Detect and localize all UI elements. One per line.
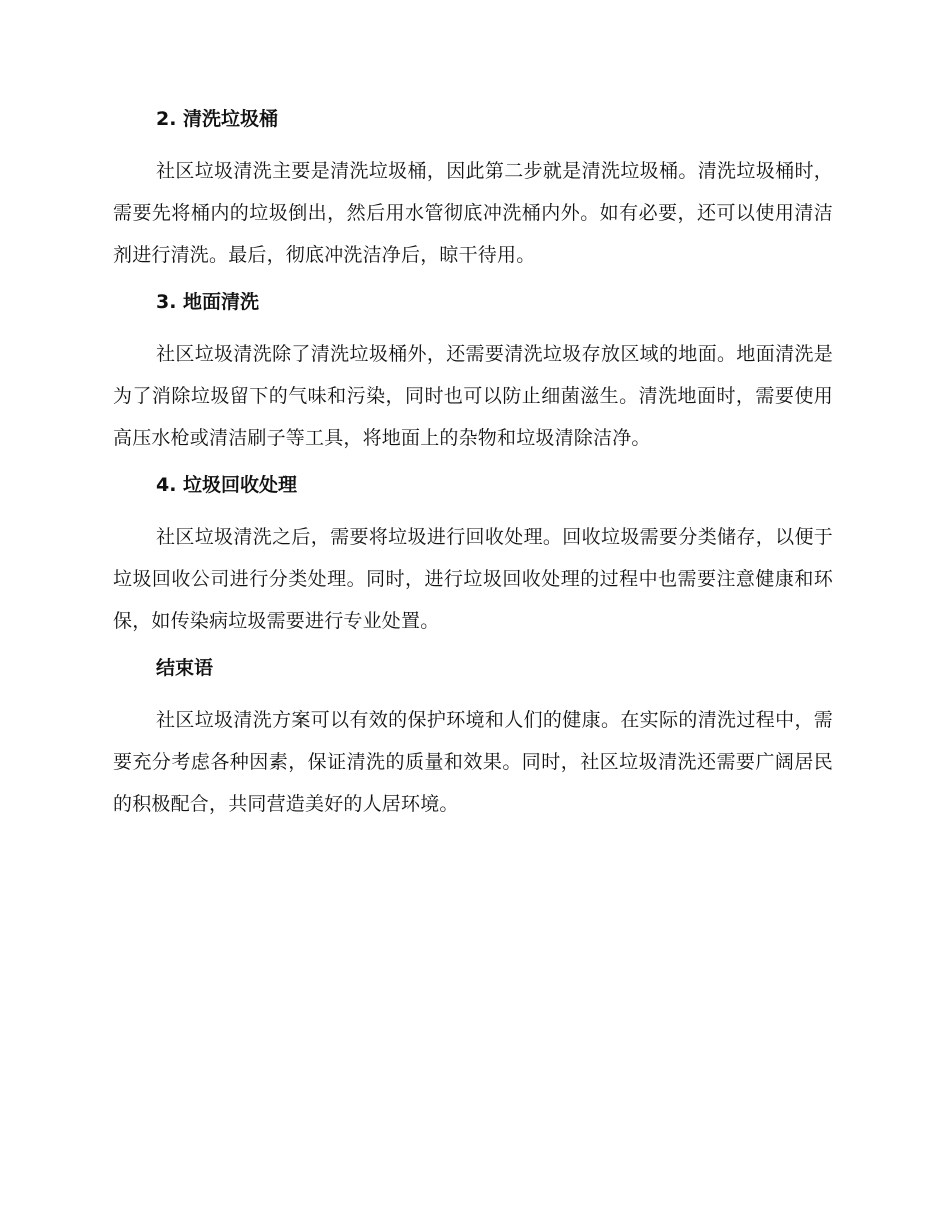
document-body [113, 104, 833, 825]
section-paragraph-wash-bins: 社区垃圾清洗主要是清洗垃圾桶，因此第二步就是清洗垃圾桶。清洗垃圾桶时，需要先将桶内的垃圾倒出，然后用水管彻底冲洗桶内外。如有必要，还可以使用清洁剂进行清洗。最后，彻底冲洗洁净后，晾干待用。 [113, 160, 833, 266]
section-heading-wash-bins: 2. 清洗垃圾桶 [156, 108, 279, 130]
section-heading-recycling: 4. 垃圾回收处理 [156, 474, 298, 496]
section-paragraph-ground-cleaning: 社区垃圾清洗除了清洗垃圾桶外，还需要清洗垃圾存放区域的地面。地面清洗是为了消除垃圾留下的气味和污染，同时也可以防止细菌滋生。清洗地面时，需要使用高压水枪或清洁刷子等工具，将地面上的杂物和垃圾清除洁净。 [113, 343, 833, 449]
section-heading-conclusion: 结束语 [156, 657, 214, 679]
section-heading-ground-cleaning: 3. 地面清洗 [156, 291, 260, 313]
section-paragraph-recycling: 社区垃圾清洗之后，需要将垃圾进行回收处理。回收垃圾需要分类储存，以便于垃圾回收公司进行分类处理。同时，进行垃圾回收处理的过程中也需要注意健康和环保，如传染病垃圾需要进行专业处置。 [113, 526, 833, 632]
section-paragraph-conclusion: 社区垃圾清洗方案可以有效的保护环境和人们的健康。在实际的清洗过程中，需要充分考虑各种因素，保证清洗的质量和效果。同时，社区垃圾清洗还需要广阔居民的积极配合，共同营造美好的人居环境。 [113, 709, 833, 815]
